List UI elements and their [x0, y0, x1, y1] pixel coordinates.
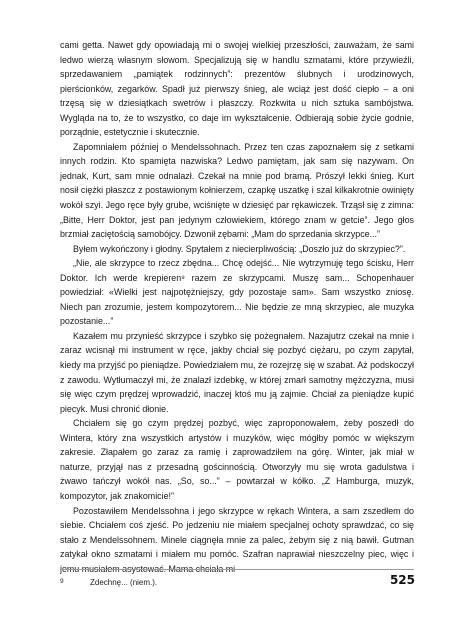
paragraph: Byłem wykończony i głodny. Spytałem z niecierpliwością: „Doszło już do skrzypiec?”.	[73, 243, 406, 254]
footnote-divider	[60, 569, 414, 570]
paragraph: Pozostawiłem Mendelssohna i jego skrzypce w rękach Wintera, a sam zszedłem do siebie. Chciałem coś zjeść. Po jedzeniu nie miałem specjalnej ochoty sprawdzać, co się stało z Mendelssohnem. Minele ciągnęła mnie za palec, żebym się z nią bawił. Gutman zatykał okno szmatami i miałem mu pomóc. Szafran naprawiał nieszczelny piec, więc i jemu musiałem asystować. Mama chciała mi	[60, 505, 414, 574]
paragraph: Kazałem mu przynieść skrzypce i szybko się pożegnałem. Nazajutrz czekał na mnie i zaraz wcisnął mi instrument w ręce, jakby chciał się pozbyć ciężaru, po czym zapytał, kiedy ma przyjść po pieniądze. Powiedziałem mu, że rozejrzę się w szabat. Aż podskoczył z zawodu. Wytłumaczył mi, że znalazł izdebkę, w której zmarł samotny mężczyzna, musi się więc czym prędzej wprowadzić, inaczej ktoś mu ją zajmie. Chciał za pieniądze kupić piecyk. Musi chronić dłonie.	[60, 330, 414, 414]
main-text	[60, 38, 414, 576]
paragraph: cami getta. Nawet gdy opowiadają mi o swojej wielkiej przeszłości, zauważam, że sami ledwo wierzą własnym słowom. Specjalizują się w handlu szmatami, które przywieźli, sprzedawaniem „pamiątek rodzinnych”: prezentów ślubnych i urodzinowych, pierścionków, zegarków. Spadł już pierwszy śnieg, ale wciąż jest dość ciepło – a oni trzęsą się w dziesiątkach swetrów i płaszczy. Rozkwita u nich sztuka sambójstwa. Wygląda na to, że to wszystko, co daje im wykształcenie. Odbierają sobie życie godnie, porządnie, estetycznie i skutecznie.	[60, 40, 414, 138]
footnote	[60, 576, 360, 588]
paragraph: „Nie, ale skrzypce to rzecz zbędna... Chcę odejść... Nie wytrzymuję tego ścisku, Herr Doktor. Ich werde krepieren⁹ razem ze skrzypcami. Muszę sam... Schopenhauer powiedział: «Wielki jest najpotężniejszy, gdy pozostaje sam». Sam wszystko zniosę. Niech pan zrozumie, jestem kompozytorem... Nie będzie ze mną skrzypiec, ale muzyka pozostanie...”	[60, 258, 414, 327]
page-number: 525	[389, 573, 415, 587]
paragraph: Chciałem się go czym prędzej pozbyć, więc zaproponowałem, żeby poszedł do Wintera, który zna wszystkich artystów i muzyków, więc mógłby pomóc w większym zakresie. Złapałem go zaraz za ramię i zaprowadziłem na górę. Winter, jak miał w naturze, przyjął nas z przesadną gościnnością. Otworzyły mu się wrota gadulstwa i żwawo tańczył wokół nas. „So, so...” – powtarzał w kółko. „Z Hamburga, muzyk, kompozytor, jak znakomicie!”	[60, 418, 414, 501]
footnote-text: Zdechnę... (niem.).	[90, 578, 158, 587]
footnote-number: 9	[60, 578, 64, 585]
paragraph: Zapomniałem później o Mendelssohnach. Przez ten czas zapoznałem się z setkami innych rodzin. Kto spamięta nazwiska? Ledwo pamiętam, jak sam się nazywam. On jednak, Kurt, sam mnie odnalazł. Czekał na mnie pod bramą. Prószył lekki śnieg. Kurt nosił ciężki płaszcz z postawionym kołnierzem, czapkę uszatkę i szal kilkakrotnie owinięty wokół szyi. Jego ręce były grube, wciśnięte w dziesięć par rękawiczek. Trząsł się z zimna: „Bitte, Herr Doktor, jest pan jedynym człowiekiem, którego znam w getcie”. Jego głos brzmiał zaciętością samobójcy. Dzwonił zębami: „Mam do sprzedania skrzypce...”	[60, 141, 414, 240]
